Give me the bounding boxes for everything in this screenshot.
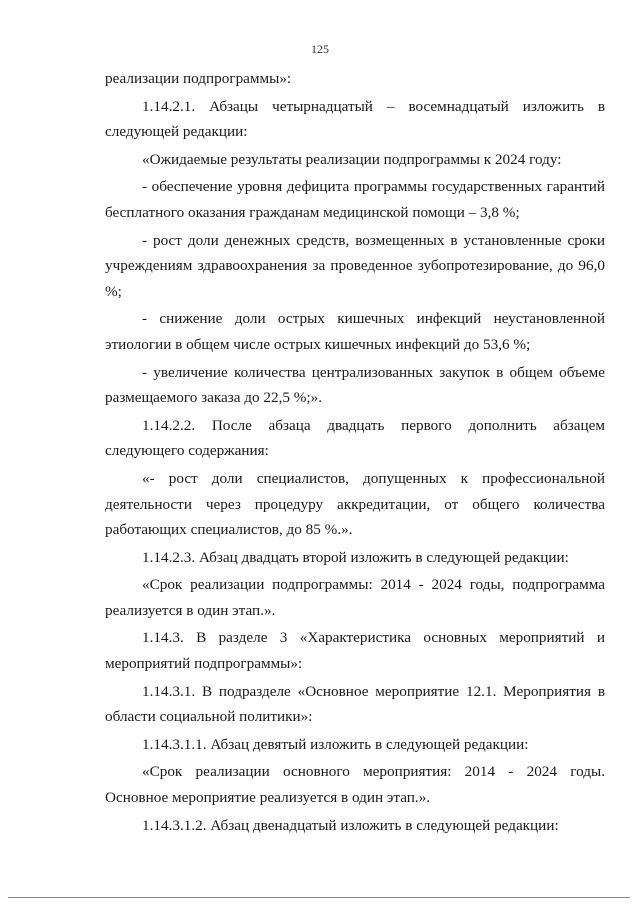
paragraph-1-14-2-3: 1.14.2.3. Абзац двадцать второй изложить в следующей редакции: [142,548,569,566]
paragraph-continuation: реализации подпрограммы»: [105,70,292,87]
bottom-border-line [8,897,630,898]
paragraph-centralized-purchases: - увеличение количества централизованных закупок в общем объеме размещаемого заказа до 22,5 %;». [105,363,605,407]
paragraph-accreditation: «- рост доли специалистов, допущенных к профессиональной деятельности через процедуру аккредитации, от общего количества работающих специалистов, до 85 %.». [105,469,605,539]
paragraph-deficit: - обеспечение уровня дефицита программы государственных гарантий бесплатного оказания гражданам медицинской помощи – 3,8 %; [105,178,605,221]
paragraph-1-14-3: 1.14.3. В разделе 3 «Характеристика основных мероприятий и мероприятий подпрограммы»: [105,629,605,673]
paragraph-1-14-2-2: 1.14.2.2. После абзаца двадцать первого дополнить абзацем следующего содержания: [105,416,605,460]
page-number: 125 [311,42,329,56]
paragraph-subprogram-term: «Срок реализации подпрограммы: 2014 - 2024 годы, подпрограмма реализуется в один этап.». [105,576,605,619]
document-body [105,66,605,838]
paragraph-1-14-2-1: 1.14.2.1. Абзацы четырнадцатый – восемнадцатый изложить в следующей редакции: [105,97,605,141]
paragraph-1-14-3-1-2: 1.14.3.1.2. Абзац двенадцатый изложить в следующей редакции: [142,816,559,834]
paragraph-1-14-3-1-1: 1.14.3.1.1. Абзац девятый изложить в следующей редакции: [142,735,529,753]
paragraph-main-event-term: «Срок реализации основного мероприятия: 2014 - 2024 годы. Основное мероприятие реализуется в один этап.». [105,763,605,807]
paragraph-intestinal-infections: - снижение доли острых кишечных инфекций неустановленной этиологии в общем числе острых кишечных инфекций до 53,6 %; [105,310,605,353]
paragraph-1-14-3-1: 1.14.3.1. В подразделе «Основное мероприятие 12.1. Мероприятия в области социальной политики»: [105,682,605,726]
paragraph-dental-funds: - рост доли денежных средств, возмещенных в установленные сроки учреждениям здравоохранения за проведенное зубопротезирование, до 96,0 %; [105,231,605,300]
paragraph-expected-results: «Ожидаемые результаты реализации подпрограммы к 2024 году: [142,150,562,168]
